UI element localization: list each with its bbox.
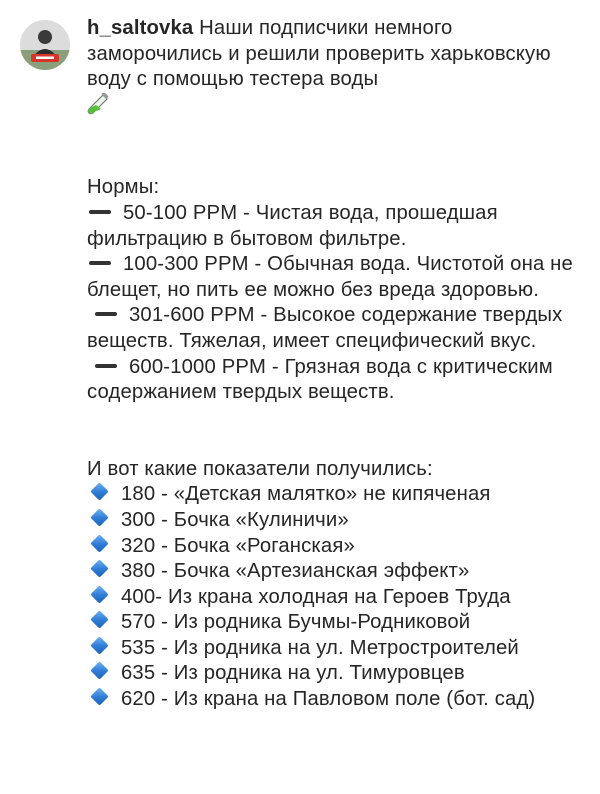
norms-title: Нормы:	[87, 176, 160, 199]
result-item: 180 - «Детская малятко» не кипяченая	[87, 482, 577, 508]
channel-avatar-icon[interactable]	[20, 20, 70, 70]
test-tube-icon	[87, 93, 109, 125]
blue-diamond-icon	[90, 662, 108, 680]
dash-icon	[95, 364, 117, 368]
blue-diamond-icon	[90, 687, 108, 705]
blue-diamond-icon	[90, 611, 108, 629]
blue-diamond-icon	[90, 585, 108, 603]
blue-diamond-icon	[90, 534, 108, 552]
result-item: 320 - Бочка «Роганская»	[87, 534, 577, 560]
result-item: 535 - Из родника на ул. Метростроителей	[87, 636, 577, 662]
dash-icon	[89, 261, 111, 265]
caption-intro	[87, 16, 577, 124]
result-item: 400- Из крана холодная на Героев Труда	[87, 585, 577, 611]
blue-diamond-icon	[90, 559, 108, 577]
results-title: И вот какие показатели получились:	[87, 457, 433, 480]
blue-diamond-icon	[90, 483, 108, 501]
result-item: 380 - Бочка «Артезианская эффект»	[87, 559, 577, 585]
norm-item: 50-100 PPM - Чистая вода, прошедшая фильтрацию в бытовом фильтре.	[87, 201, 498, 250]
result-item: 620 - Из крана на Павловом поле (бот. сад)	[87, 687, 577, 713]
result-item: 635 - Из родника на ул. Тимуровцев	[87, 661, 577, 687]
caption-text	[87, 16, 577, 713]
dash-icon	[89, 210, 111, 214]
result-item: 300 - Бочка «Кулиничи»	[87, 508, 577, 534]
norm-item: 100-300 PPM - Обычная вода. Чистотой она не блещет, но пить ее можно без вреда здоровью.301-600 PPM - Высокое содержание твердых веществ. Тяжелая, имеет специфический вкус.600-1000 PPM - Грязная вода с критическим содержанием твердых веществ.	[87, 253, 573, 404]
username-link[interactable]: h_saltovka	[87, 17, 194, 39]
blue-diamond-icon	[90, 508, 108, 526]
intro-text: Наши подписчики немного заморочились и решили проверить харьковскую воду с помощью тестера воды	[87, 17, 551, 91]
result-item: 570 - Из родника Бучмы-Родниковой	[87, 610, 577, 636]
dash-icon	[95, 312, 117, 316]
blue-diamond-icon	[90, 636, 108, 654]
